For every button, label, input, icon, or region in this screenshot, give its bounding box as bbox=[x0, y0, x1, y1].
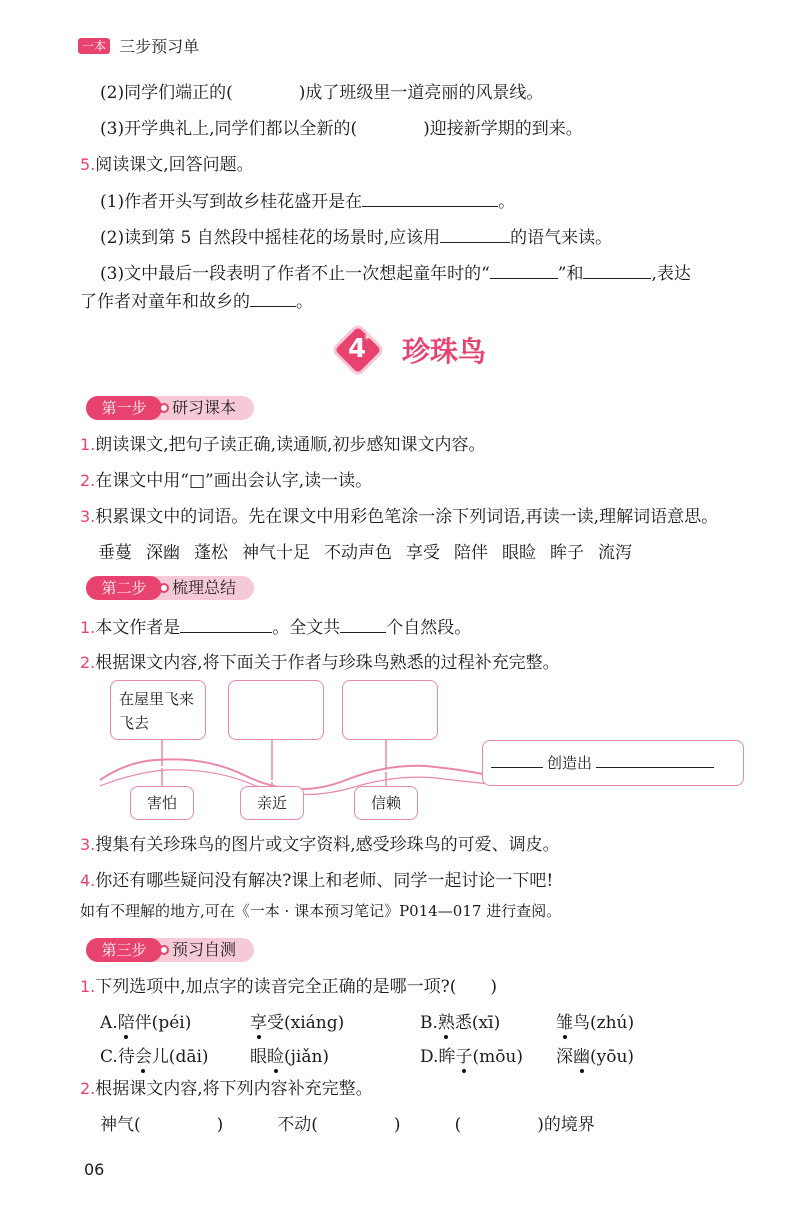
step3-header: 第三步 预习自测 bbox=[86, 938, 254, 962]
option-d-2: 深幽(yōu) bbox=[556, 1047, 635, 1067]
step2-q2: 2.根据课文内容,将下面关于作者与珍珠鸟熟悉的过程补充完整。 bbox=[80, 653, 560, 673]
stage-fear: 害怕 bbox=[130, 786, 194, 820]
prev-line-2: (2)同学们端正的( )成了班级里一道亮丽的风景线。 bbox=[100, 83, 544, 103]
vocab-word: 流泻 bbox=[598, 543, 632, 563]
blank[interactable] bbox=[180, 616, 272, 633]
q5-1: (1)作者开头写到故乡桂花盛开是在 。 bbox=[100, 192, 516, 212]
option-c-2: 眼睑(jiǎn) bbox=[250, 1047, 330, 1067]
step2-q4: 4.你还有哪些疑问没有解决?课上和老师、同学一起讨论一下吧! bbox=[80, 871, 554, 891]
q5-2: (2)读到第 5 自然段中摇桂花的场景时,应该用 的语气来读。 bbox=[100, 228, 613, 248]
blank[interactable] bbox=[491, 753, 543, 768]
step2-header: 第二步 梳理总结 bbox=[86, 576, 254, 600]
vocab-word: 不动声色 bbox=[324, 543, 392, 563]
header-title: 三步预习单 bbox=[119, 37, 200, 56]
step2-q3: 3.搜集有关珍珠鸟的图片或文字资料,感受珍珠鸟的可爱、调皮。 bbox=[80, 835, 560, 855]
vocab-word: 眸子 bbox=[550, 543, 584, 563]
blank[interactable] bbox=[362, 190, 498, 207]
vocab-word: 神气十足 bbox=[242, 543, 310, 563]
blank[interactable] bbox=[596, 753, 714, 768]
page-number: 06 bbox=[84, 1160, 105, 1179]
prev-line-3: (3)开学典礼上,同学们都以全新的( )迎接新学期的到来。 bbox=[100, 119, 583, 139]
option-a[interactable]: A.陪伴(péi) bbox=[100, 1013, 192, 1033]
step1-item-2: 2.在课文中用“□”画出会认字,读一读。 bbox=[80, 471, 373, 491]
vocab-word: 深幽 bbox=[146, 543, 180, 563]
option-a-2: 享受(xiáng) bbox=[250, 1013, 345, 1033]
step1-header: 第一步 研习课本 bbox=[86, 396, 254, 420]
vocab-list bbox=[98, 542, 646, 564]
option-b[interactable]: B.熟悉(xī) bbox=[420, 1013, 501, 1033]
diagram-box-1: 在屋里飞来飞去 bbox=[110, 680, 206, 740]
result-box: 创造出 bbox=[482, 740, 744, 786]
option-b-2: 雏鸟(zhú) bbox=[556, 1013, 635, 1033]
stage-close: 亲近 bbox=[240, 786, 304, 820]
header bbox=[78, 34, 199, 56]
vocab-word: 享受 bbox=[406, 543, 440, 563]
blank[interactable] bbox=[250, 290, 296, 307]
blank[interactable] bbox=[440, 226, 510, 243]
q5-4: 了作者对童年和故乡的 。 bbox=[80, 292, 313, 312]
step2-q1: 1.本文作者是 。全文共 个自然段。 bbox=[80, 618, 472, 638]
blank[interactable] bbox=[340, 616, 386, 633]
step1-item-1: 1.朗读课文,把句子读正确,读通顺,初步感知课文内容。 bbox=[80, 435, 486, 455]
step1-item-3: 3.积累课文中的词语。先在课文中用彩色笔涂一涂下列词语,再读一读,理解词语意思。 bbox=[80, 507, 719, 527]
vocab-word: 陪伴 bbox=[454, 543, 488, 563]
header-badge: 一本 bbox=[78, 38, 110, 54]
vocab-word: 眼睑 bbox=[502, 543, 536, 563]
blank[interactable] bbox=[490, 262, 558, 279]
diagram-box-2[interactable] bbox=[228, 680, 324, 740]
q5-heading: 5.阅读课文,回答问题。 bbox=[80, 155, 254, 175]
lesson-title: 珍珠鸟 bbox=[402, 335, 487, 368]
vocab-word: 蓬松 bbox=[194, 543, 228, 563]
diagram-box-3[interactable] bbox=[342, 680, 438, 740]
step3-q2: 2.根据课文内容,将下列内容补充完整。 bbox=[80, 1079, 373, 1099]
step3-q1: 1.下列选项中,加点字的读音完全正确的是哪一项?( ) bbox=[80, 977, 498, 997]
blank[interactable] bbox=[583, 262, 651, 279]
lesson-number-badge: 4 * bbox=[330, 322, 386, 378]
q5-3: (3)文中最后一段表明了作者不止一次想起童年时的“ ”和 ,表达 bbox=[100, 264, 691, 284]
option-d[interactable]: D.眸子(mōu) bbox=[420, 1047, 524, 1067]
stage-trust: 信赖 bbox=[354, 786, 418, 820]
step3-fill: 神气( ) 不动( ) ( )的境界 bbox=[100, 1115, 595, 1135]
vocab-word: 垂蔓 bbox=[98, 543, 132, 563]
step2-note: 如有不理解的地方,可在《一本 · 课本预习笔记》P014—017 进行查阅。 bbox=[80, 902, 562, 920]
option-c[interactable]: C.待会儿(dāi) bbox=[100, 1047, 209, 1067]
